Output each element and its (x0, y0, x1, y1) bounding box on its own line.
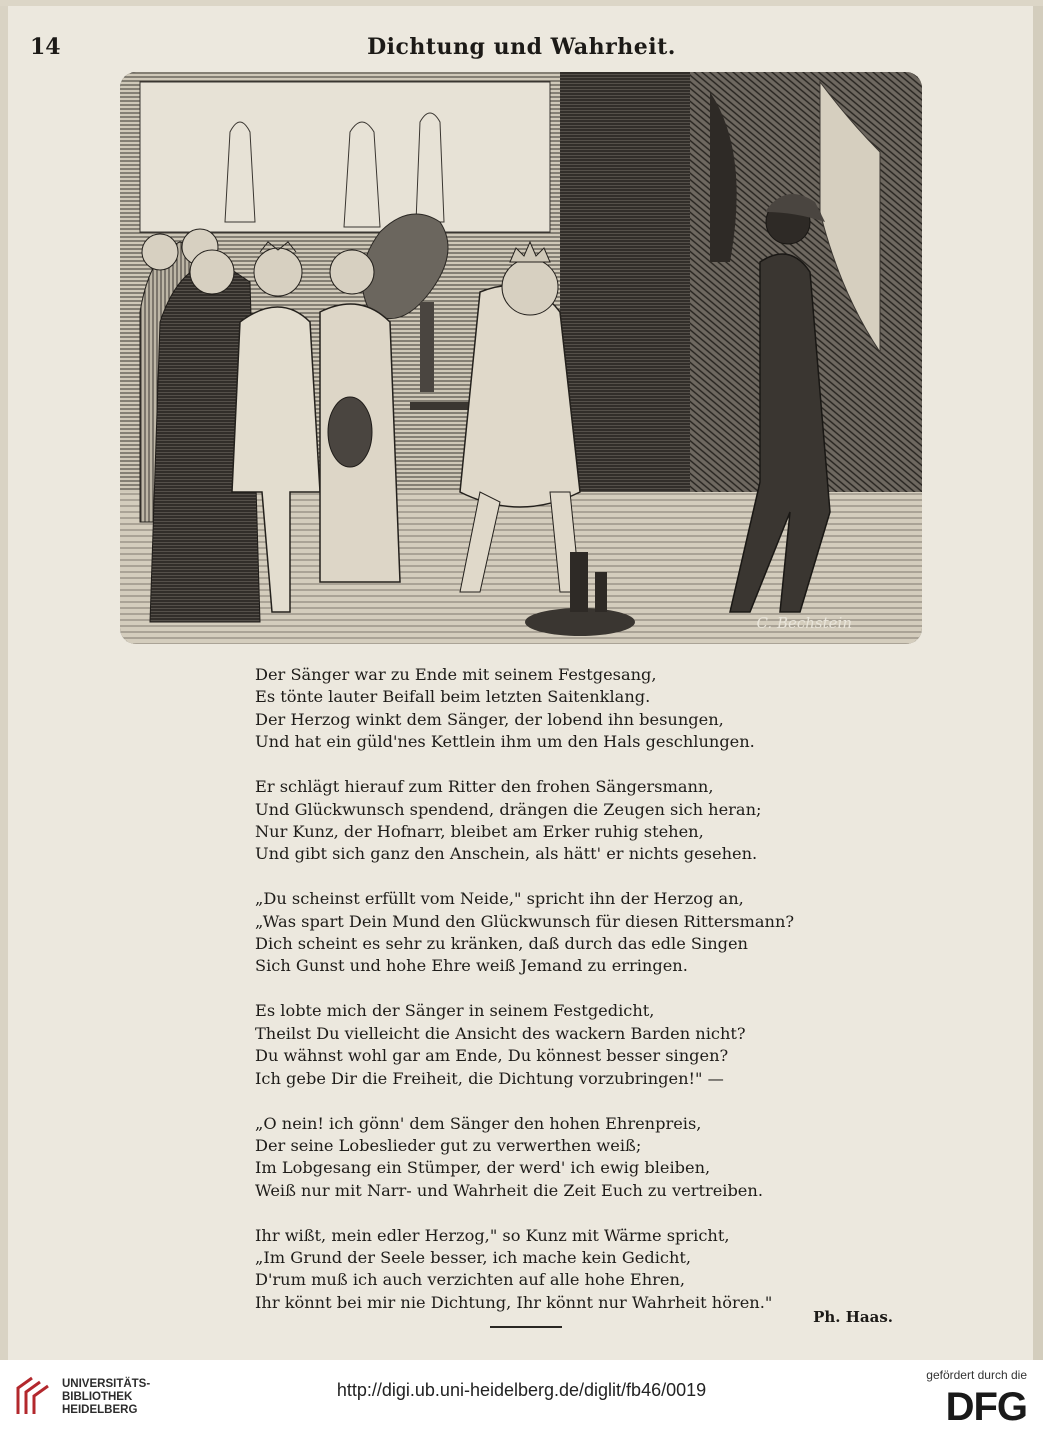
poem-line: Theilst Du vielleicht die Ansicht des wackern Barden nicht? (255, 1023, 746, 1043)
poem-line: Und Glückwunsch spendend, drängen die Zeugen sich heran; (255, 799, 762, 819)
poem-line: „Was spart Dein Mund den Glückwunsch für diesen Rittersmann? (255, 911, 795, 931)
poem-line: Ihr wißt, mein edler Herzog," so Kunz mit Wärme spricht, (255, 1225, 730, 1245)
funder-label: gefördert durch die (926, 1368, 1027, 1382)
poem-line: D'rum muß ich auch verzichten auf alle hohe Ehren, (255, 1270, 686, 1290)
poem-line: Es tönte lauter Beifall beim letzten Saitenklang. (255, 687, 651, 707)
engraving-illustration (120, 72, 922, 644)
poem-line: Der Sänger war zu Ende mit seinem Festgesang, (255, 665, 657, 684)
running-head (30, 34, 1013, 64)
poem (255, 664, 815, 1337)
vase (420, 302, 434, 392)
permalink-url[interactable]: http://digi.ub.uni-heidelberg.de/diglit/fb46/0019 (336, 1380, 707, 1400)
stanza (255, 888, 815, 978)
page-edge-left (0, 0, 8, 1360)
viewer-footer (0, 1360, 1043, 1436)
end-rule (490, 1326, 562, 1328)
poem-line: Weiß nur mit Narr- und Wahrheit die Zeit Euch zu vertreiben. (255, 1180, 763, 1200)
poem-line: Im Lobgesang ein Stümper, der werd' ich ewig bleiben, (255, 1158, 711, 1178)
poem-line: Ich gebe Dir die Freiheit, die Dichtung vorzubringen!" — (255, 1068, 724, 1088)
artist-signature: C. Bechstein (756, 614, 852, 632)
poem-line: „O nein! ich gönn' dem Sänger den hohen Ehrenpreis, (255, 1113, 702, 1133)
stone-pillar (560, 72, 690, 552)
poem-line: „Im Grund der Seele besser, ich mache kein Gedicht, (255, 1248, 692, 1268)
library-name-line: BIBLIOTHEK (62, 1391, 133, 1403)
library-name-line: UNIVERSITÄTS- (62, 1378, 151, 1390)
stanza (255, 1000, 815, 1090)
author-signature: Ph. Haas. (813, 1308, 893, 1326)
poem-line: Sich Gunst und hohe Ehre weiß Jemand zu erringen. (255, 956, 688, 976)
poem-line: „Du scheinst erfüllt vom Neide," spricht ihn der Herzog an, (255, 889, 744, 909)
stanza (255, 1225, 815, 1315)
stanza (255, 776, 815, 866)
page-title: Dichtung und Wahrheit. (367, 34, 676, 60)
stanza (255, 664, 815, 754)
stanza (255, 1113, 815, 1203)
poem-line: Der Herzog winkt dem Sänger, der lobend ihn besungen, (255, 709, 724, 729)
poem-line: Ihr könnt bei mir nie Dichtung, Ihr könnt nur Wahrheit hören." (255, 1292, 773, 1312)
poem-line: Es lobte mich der Sänger in seinem Festgedicht, (255, 1001, 655, 1021)
poem-line: Er schlägt hierauf zum Ritter den frohen Sängersmann, (255, 777, 714, 797)
engraving-scene (120, 72, 922, 644)
poem-line: Nur Kunz, der Hofnarr, bleibet am Erker ruhig stehen, (255, 821, 704, 841)
poem-line: Und hat ein güld'nes Kettlein ihm um den Hals geschlungen. (255, 732, 755, 752)
poem-line: Der seine Lobeslieder gut zu verwerthen weiß; (255, 1135, 642, 1155)
page-edge-right (1033, 0, 1043, 1360)
dfg-logo[interactable]: DFG (945, 1385, 1027, 1429)
page-edge-top (0, 0, 1043, 6)
page-number: 14 (30, 34, 61, 60)
poem-line: Dich scheint es sehr zu kränken, daß durch das edle Singen (255, 934, 748, 954)
poem-line: Und gibt sich ganz den Anschein, als hätt' er nichts gesehen. (255, 844, 758, 864)
poem-line: Du wähnst wohl gar am Ende, Du könnest besser singen? (255, 1046, 729, 1066)
library-name-line: HEIDELBERG (62, 1404, 138, 1416)
